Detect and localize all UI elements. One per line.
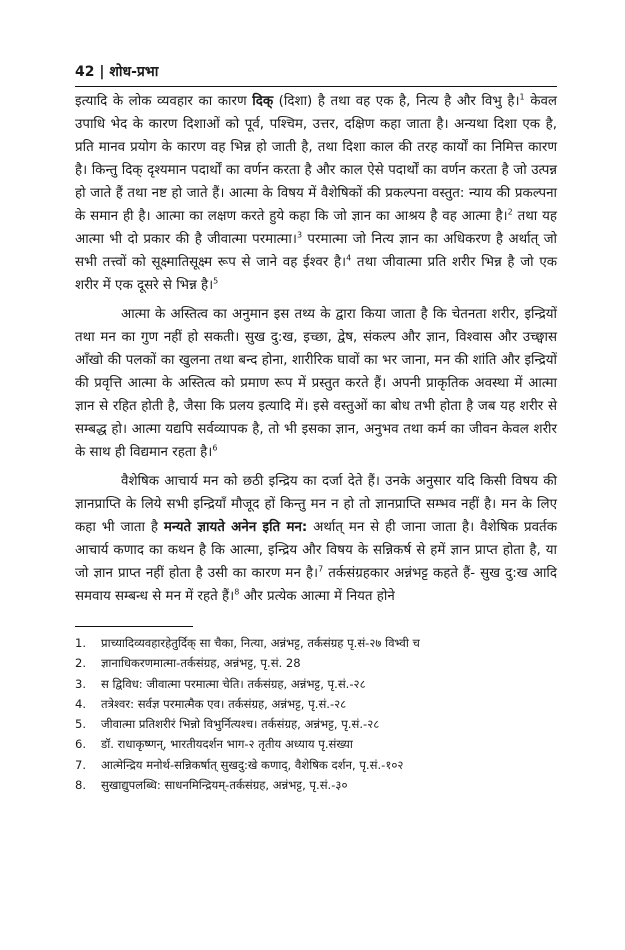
text-run: परमात्मा जो नित्य ज्ञान का अधिकरण है अर्थात् जो सभी तत्त्वों को सूक्ष्मातिसूक्ष्म रूप से जाने वह ईश्वर है।: [75, 232, 557, 270]
text-run: आत्मा के अस्तित्व का अनुमान इस तथ्य के द्वारा किया जाता है कि चेतनता शरीर, इन्द्रियों तथा मन का गुण नहीं हो सकती। सुख दु:ख, इच्छा, द्वेष, संकल्प और ज्ञान, विश्वास और उच्छ्वास आँखो की पलकों का खुलना तथा बन्द होना, शारीरिक घावों का भर जाना, मन की शांति और इन्द्रियों की प्रवृत्ति आत्मा के अस्तित्व को प्रमाण रूप में प्रस्तुत करते हैं। अपनी प्राकृतिक अवस्था में आत्मा ज्ञान से रहित होती है, जैसा कि प्रलय इत्यादि में। इसे वस्तुओं का बोध तभी होता है जब यह शरीर से सम्बद्ध हो। आत्मा यद्यपि सर्वव्यापक है, तो भी इसका ज्ञान, अनुभव तथा कर्म का जीवन केवल शरीर के साथ ही विद्यमान रहता है।: [75, 307, 557, 460]
footnote-ref: 4: [346, 253, 352, 263]
footnote: [75, 734, 557, 754]
footnote-ref: 6: [212, 443, 218, 453]
bold-term: दिक्: [252, 94, 274, 109]
footnote: [75, 775, 557, 795]
footnote: [75, 674, 557, 694]
paragraph-1: [75, 90, 557, 297]
footnote-number: 4.: [75, 696, 87, 711]
page: [75, 62, 557, 795]
footnote-number: 6.: [75, 737, 87, 752]
footnote-text: जीवात्मा प्रतिशरीरं भिन्नो विभुर्नित्यश्च। तर्कसंग्रह, अन्नंभट्ट, पृ.सं.-२८: [101, 717, 380, 732]
footnote-number: 3.: [75, 676, 87, 691]
footnote-ref: 1: [519, 92, 525, 102]
footnote-text: स द्विविध: जीवात्मा परमात्मा चेति। तर्कसंग्रह, अन्नंभट्ट, पृ.सं.-२८: [101, 676, 366, 691]
footnote-text: आत्मेन्द्रिय मनोर्थ-सन्निकर्षात् सुखदु:खे कणाद्, वैशेषिक दर्शन, पृ.सं.-१०२: [101, 757, 404, 772]
footnote-ref: 3: [296, 230, 303, 240]
text-run: इत्यादि के लोक व्यवहार का कारण: [75, 94, 253, 109]
footnote-text: प्राच्यादिव्यवहारहेतुर्दिक् सा चैका, नित्या, अन्नंभट्ट, तर्कसंग्रह पृ.सं-२७ विभ्वी च: [101, 636, 420, 650]
footnote-number: 5.: [75, 717, 87, 732]
text-run: केवल उपाधि भेद के कारण दिशाओं को पूर्व, पश्चिम, उत्तर, दक्षिण कहा जाता है। अन्यथा दिशा एक है, प्रति मानव प्रयोग के कारण वह भिन्न हो जाती है, तथा दिशा काल की तरह कार्यों का निमित्त कारण है। किन्तु दिक् दृश्यमान पदार्थों का वर्णन करता है और काल ऐसे पदार्थों का वर्णन करता है जो उत्पन्न हो जाते हैं तथा नष्ट हो जाते हैं। आत्मा के विषय में वैशेषिकों की प्रकल्पना वस्तुत: न्याय की प्रकल्पना के समान ही है। आत्मा का लक्षण करते हुये कहा कि जो ज्ञान का आश्रय है वह आत्मा है।: [75, 94, 558, 224]
paragraph-3: [75, 470, 557, 608]
footnote-ref: 8: [234, 587, 240, 597]
footnote: [75, 755, 557, 775]
text-run: और प्रत्येक आत्मा में नियत होने: [239, 589, 395, 604]
body-text: [75, 90, 557, 608]
footnote-divider: [75, 626, 193, 627]
footnote: [75, 633, 557, 653]
page-number-title: 42 | शोध-प्रभा: [75, 64, 159, 80]
text-run: तर्कसंग्रहकार अन्नंभट्ट कहते हैं- सुख दु:ख आदि समवाय सम्बन्ध से मन में रहते हैं।: [75, 566, 557, 604]
footnote-text: डॉ. राधाकृष्णन्, भारतीयदर्शन भाग-२ तृतीय अध्याय पृ.संख्या: [101, 737, 353, 752]
text-run: तथा यह आत्मा भी दो प्रकार की है जीवात्मा परमात्मा।: [75, 209, 557, 247]
footnote-ref: 7: [318, 564, 324, 574]
footnote-number: 1.: [75, 636, 87, 650]
footnote-number: 7.: [75, 757, 87, 772]
footnote: [75, 714, 557, 734]
footnote-number: 8.: [75, 778, 87, 793]
footnote-number: 2.: [75, 656, 87, 671]
bold-term: मन्यते ज्ञायते अनेन इति मन:: [163, 520, 308, 535]
footnote-ref: 5: [213, 276, 219, 286]
footnote-text: ज्ञानाधिकरणमात्मा-तर्कसंग्रह, अन्नंभट्ट, पृ.सं. 28: [101, 656, 301, 671]
text-run: तथा जीवात्मा प्रति शरीर भिन्न है जो एक शरीर में एक दूसरे से भिन्न है।: [75, 255, 558, 293]
paragraph-2: [75, 303, 557, 464]
text-run: वैशेषिक आचार्य मन को छठी इन्द्रिय का दर्जा देते हैं। उनके अनुसार यदि किसी विषय की ज्ञानप्राप्ति के लिये सभी इन्द्रियाँ मौजूद हों किन्तु मन न हो तो ज्ञानप्राप्ति सम्भव नहीं है। मन के लिए कहा भी जाता है: [75, 474, 557, 535]
footnote-text: सुखाद्युपलब्धि: साधनमिन्द्रियम्-तर्कसंग्रह, अन्नंभट्ट, पृ.सं.-३०: [101, 778, 348, 793]
text-run: (दिशा) है तथा वह एक है, नित्य है और विभु है।: [273, 94, 520, 109]
footnotes: [75, 633, 557, 795]
footnote-ref: 2: [507, 207, 513, 217]
footnote: [75, 653, 557, 673]
footnote-text: तत्रेश्वर: सर्वज्ञ परमात्मैक एव। तर्कसंग्रह, अन्नंभट्ट, पृ.सं.-२८: [101, 696, 347, 711]
text-run: अर्थात् मन से ही जाना जाता है। वैशेषिक प्रवर्तक आचार्य कणाद का कथन है कि आत्मा, इन्द्रिय और विषय के सन्निकर्ष से हमें ज्ञान प्राप्त होता है, या जो ज्ञान प्राप्त नहीं होता है उसी का कारण मन है।: [75, 520, 557, 581]
page-header: [75, 62, 557, 87]
footnote: [75, 694, 557, 714]
